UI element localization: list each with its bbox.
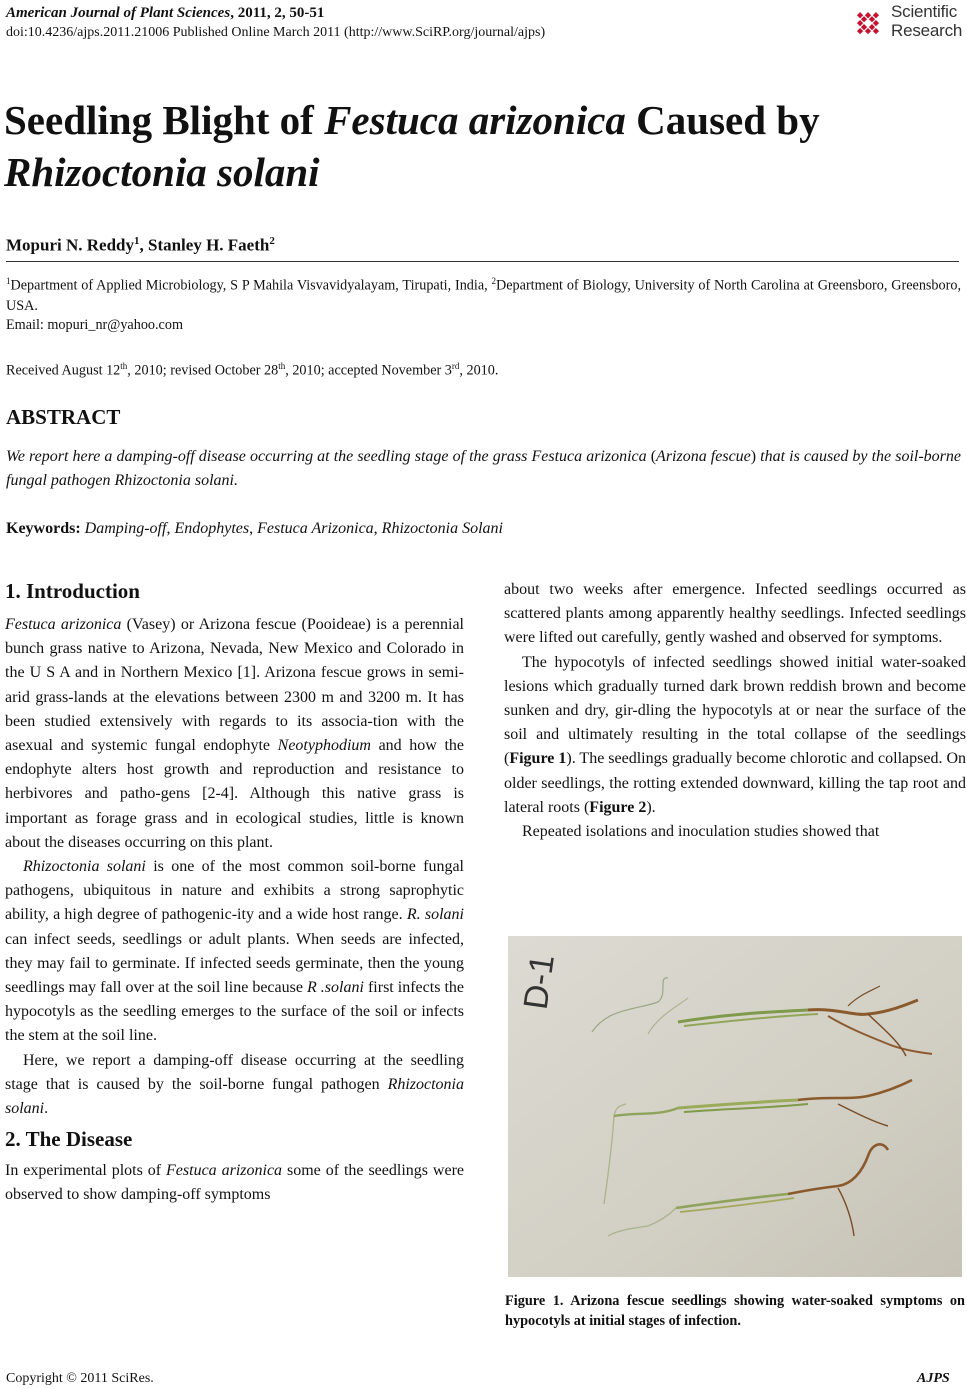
logo-text-scientific: Scientific	[891, 2, 958, 21]
species-name: Festuca arizonica	[5, 616, 122, 633]
figure-1-caption: Figure 1. Arizona fescue seedlings showing water-soaked symptoms on hypocotyls at initial stages of infection.	[505, 1293, 965, 1329]
paper-title	[4, 94, 954, 198]
left-column	[5, 578, 464, 1208]
species-name: Rhizoctonia solani	[5, 1075, 464, 1118]
title-part: Seedling Blight of	[4, 97, 325, 143]
paragraph	[5, 1159, 464, 1207]
title-pathogen: Rhizoctonia solani	[4, 149, 320, 195]
logo-square	[873, 12, 879, 18]
author-list	[6, 230, 275, 257]
keyword-sep: ,	[166, 520, 175, 537]
paragraph-text: The hypocotyls of infected seedlings showed initial water-soaked lesions which gradually turned dark brown reddish brown and become sunken and dry, gir-dling the hypocotyls at or near the surface of the soil and ultimately resulting in the total collapse of the seedlings (	[504, 653, 966, 768]
header-divider	[6, 261, 959, 262]
abstract-part: We report here a damping-off disease occurring at the seedling stage of the grass Festuca arizonica	[6, 448, 651, 465]
author-affil-mark: 2	[269, 235, 275, 247]
logo-square	[861, 16, 867, 22]
paragraph-text: .	[44, 1100, 49, 1118]
paragraph: Repeated isolations and inoculation studies showed that	[522, 823, 880, 841]
paragraph-text: (Vasey) or Arizona fescue (Pooideae) is a perennial bunch grass native to Arizona, Nevada, New Mexico and Colorado in the U S A and in Northern Mexico [1]. Arizona fescue grows in semi-arid grass-lands at the elevations between 2300 m and 3200 m. It has been studied extensively with regards to its associa-tion with the asexual and systemic fungal endophyte	[5, 616, 465, 755]
paragraph-text: Here, we report a damping-off disease occurring at the seedling stage that is caused by the soil-borne fungal pathogen	[5, 1051, 464, 1093]
species-name: Rhizoctonia solani	[23, 858, 146, 876]
author-email: Email: mopuri_nr@yahoo.com	[6, 317, 183, 333]
affiliations	[6, 271, 961, 316]
abstract-part: Arizona fescue	[656, 448, 751, 465]
keywords	[6, 518, 503, 540]
paragraph-text: and how the endophyte alters host growth and reproduction and resistance to herbivores and patho-gens [2-4]. Although this native grass is important as forage grass and in ecological studies, little is known about the diseases occurring on this plant.	[5, 737, 464, 851]
date-text: , 2010.	[459, 362, 499, 379]
logo-square	[869, 16, 875, 22]
date-text: , 2010; revised October 28	[127, 362, 279, 379]
logo-square	[869, 24, 875, 30]
right-column	[504, 578, 966, 844]
date-suffix: th	[278, 361, 286, 371]
date-suffix: th	[120, 361, 128, 371]
keyword-sep: ,	[249, 520, 258, 537]
logo-square	[857, 28, 863, 34]
sample-label: D-1	[516, 952, 562, 1012]
logo-square	[873, 20, 879, 26]
author-affil-mark: 1	[133, 235, 140, 247]
keyword-sep: ,	[373, 520, 382, 537]
received-dates	[6, 356, 498, 381]
paragraph	[5, 855, 464, 1049]
keywords-label: Keywords	[6, 520, 76, 537]
figure-1-photo	[508, 936, 962, 1277]
paragraph: about two weeks after emergence. Infected seedlings occurred as scattered plants among apparently healthy seedlings. Infected seedlings were lifted out carefully, gently washed and observed for symptoms.	[504, 581, 966, 647]
title-part: Caused by	[625, 97, 820, 143]
affil-text: Department of Applied Microbiology, S P Mahila Visvavidyalayam, Tirupati, India,	[10, 277, 492, 294]
section-heading-introduction: 1. Introduction	[5, 579, 140, 603]
journal-name: American Journal of Plant Sciences	[6, 5, 231, 21]
copyright-notice: Copyright © 2011 SciRes.	[6, 1371, 154, 1386]
paragraph-text: some of the seedlings were observed to show damping-off symptoms	[5, 1162, 465, 1204]
genus-name: Neotyphodium	[277, 737, 371, 755]
date-suffix: rd	[451, 361, 460, 371]
keyword: Damping-off	[84, 520, 167, 537]
keyword: Rhizoctonia Solani	[381, 520, 503, 537]
affil-text: Department of Biology, University of North Carolina at Greensboro, Greensboro, USA.	[6, 277, 961, 314]
abstract-paren: (	[650, 448, 657, 465]
paragraph-text: first infects the hypocotyls as the seedling emerges to the surface of the soil or infects the stem at the soil line.	[5, 979, 465, 1045]
paragraph-text: can infect seeds, seedlings or adult plants. When seeds are infected, they may fail to germinate. If infected seeds germinate, then the young seedlings may fall over at the soil line because	[5, 930, 464, 997]
logo-square	[857, 12, 863, 18]
keyword: Festuca Arizonica	[257, 520, 374, 537]
abstract-part: that is caused by the soil-borne fungal pathogen Rhizoctonia solani.	[6, 448, 961, 489]
journal-citation	[6, 4, 324, 23]
author-name: Stanley H. Faeth	[147, 235, 270, 255]
logo-square	[865, 28, 871, 34]
keywords-colon: :	[75, 520, 85, 537]
logo-text-research: Research	[891, 21, 963, 40]
species-name: R .solani	[307, 979, 364, 997]
logo-square	[873, 28, 879, 34]
paragraph	[5, 613, 464, 855]
date-text: Received August 12	[6, 362, 121, 379]
abstract-heading: ABSTRACT	[6, 405, 121, 429]
seedlings-photo	[508, 936, 962, 1277]
figure-reference: Figure 2	[589, 798, 647, 816]
keyword: Endophytes	[174, 520, 250, 537]
logo-square	[861, 24, 867, 30]
logo-square	[857, 20, 863, 26]
author-separator: ,	[139, 235, 148, 255]
affil-mark: 1	[6, 276, 11, 286]
paragraph-text: In experimental plots of	[5, 1162, 167, 1180]
journal-volume: , 2011, 2, 50-51	[230, 5, 325, 21]
author-name: Mopuri N. Reddy	[6, 235, 134, 255]
journal-abbreviation: AJPS	[917, 1371, 950, 1386]
paragraph-text: is one of the most common soil-borne fungal pathogens, ubiquitous in nature and exhibits a strong saprophytic ability, a high degree of pathogenic-ity and a wide host range.	[5, 858, 464, 924]
paragraph	[5, 1049, 464, 1122]
species-name: Festuca arizonica	[166, 1162, 283, 1180]
affil-mark: 2	[491, 276, 497, 286]
logo-square	[865, 12, 871, 18]
paragraph-text: ).	[646, 798, 656, 816]
publisher-logo	[848, 2, 966, 44]
scirp-diamond-icon	[848, 4, 888, 44]
paragraph	[504, 651, 966, 820]
species-name: R. solani	[406, 906, 465, 924]
abstract-paren: )	[750, 448, 757, 465]
abstract-text	[6, 445, 961, 493]
doi-line: doi:10.4236/ajps.2011.21006 Published Online March 2011 (http://www.SciRP.org/journal/ajps)	[6, 25, 546, 40]
paragraph-text: ). The seedlings gradually become chlorotic and collapsed. On older seedlings, the rotting extended downward, killing the tap root and lateral roots (	[504, 750, 967, 816]
date-text: , 2010; accepted November 3	[285, 362, 452, 379]
figure-reference: Figure 1	[509, 750, 567, 768]
section-heading-disease: 2. The Disease	[5, 1127, 133, 1152]
title-species: Festuca arizonica	[324, 97, 626, 143]
